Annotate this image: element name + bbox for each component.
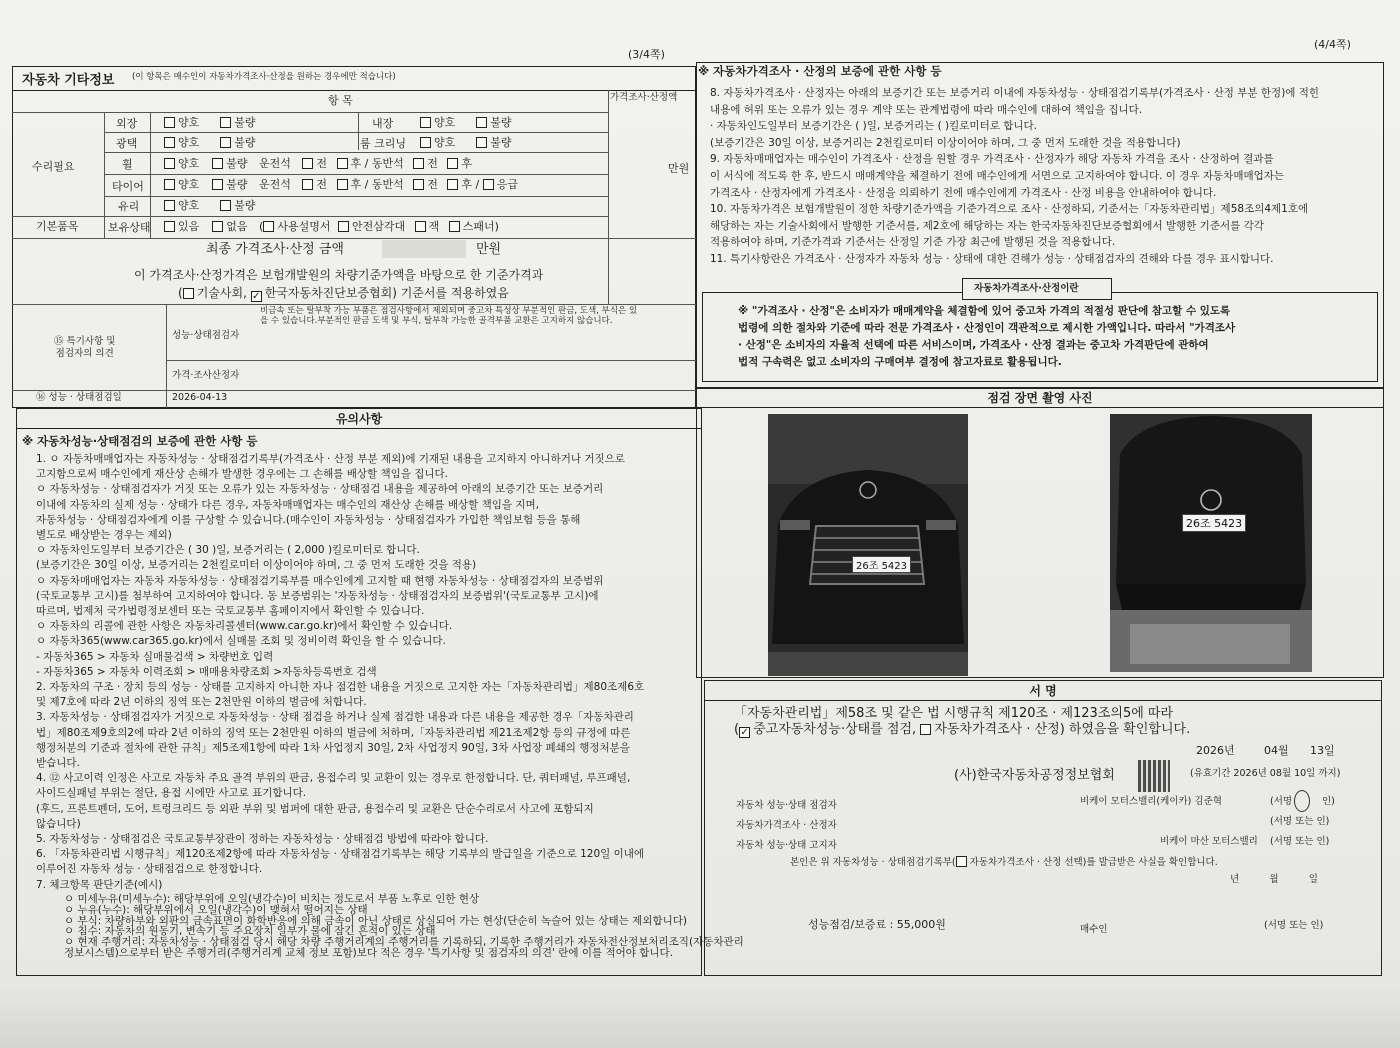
tire-options: 양호 불량 운전석 전 후 / 동반석 전 후 / 응급 xyxy=(164,178,518,192)
photo-title: 점검 장면 촬영 사진 xyxy=(987,391,1093,405)
tire-bad-checkbox[interactable] xyxy=(212,179,223,190)
repair-needed-label: 수리필요 xyxy=(32,160,75,173)
notice-line-12: ㅇ 자동차의 리콜에 관한 사항은 자동차리콜센터(www.car.go.kr)에서 확인할 수 있습니다. xyxy=(36,620,453,633)
ownership-label: 보유상태 xyxy=(108,221,151,234)
inspector-sign-open: (서명 xyxy=(1270,796,1293,807)
notifier-sign: (서명 또는 인) xyxy=(1270,836,1330,847)
basis-line1: 이 가격조사·산정가격은 보험개발원의 차량기준가액을 바탕으로 한 기준가격과 xyxy=(134,268,544,282)
ownership-options: 있음 없음 ( 사용설명서 안전삼각대 잭 스패너) xyxy=(164,220,499,234)
receipt-confirmation: 본인은 위 자동차성능 · 상태점검기록부( 자동차가격조사 · 산정 선택)를 발급받은 사실을 확인합니다. xyxy=(790,857,1218,868)
tire-emergency-checkbox[interactable] xyxy=(483,179,494,190)
gloss-options: 양호 불량 xyxy=(164,136,256,150)
front-photo xyxy=(768,414,968,676)
notice-line-21: 받습니다. xyxy=(36,757,80,769)
wheel-front-checkbox[interactable] xyxy=(302,158,313,169)
price-line-10: 적용하여야 하며, 기준가격과 기준서는 산정일 기준 가장 최근에 발행된 것을 적용합니다. xyxy=(710,236,1116,249)
price-line-9: 해당하는 자는 기술사회에서 발행한 기준서를, 제2호에 해당하는 자는 한국자동차진단보증협회에서 발행한 기준서를 각각 xyxy=(710,219,1264,232)
rear-license-plate: 26조 5423 xyxy=(1182,514,1246,532)
interior-bad-checkbox[interactable] xyxy=(476,117,487,128)
notice-line-11: 따르며, 법제처 국가법령정보센터 또는 국토교통부 홈페이지에서 확인할 수 있습니다. xyxy=(36,605,425,617)
validity-period: (유효기간 2026년 08월 10일 까지) xyxy=(1190,768,1341,779)
sign-statement-1: 「자동차관리법」제58조 및 같은 법 시행규칙 제120조 · 제123조의5에 따라 xyxy=(734,706,1174,721)
exterior-good-checkbox[interactable] xyxy=(164,117,175,128)
notice-heading: ※ 자동차성능·상태점검의 보증에 관한 사항 등 xyxy=(22,434,258,448)
wheel-front2-checkbox[interactable] xyxy=(413,158,424,169)
notice-line-25: 않습니다) xyxy=(36,817,81,830)
page-number-right: (4/4쪽) xyxy=(1314,38,1351,51)
definition-line-4: 법적 구속력은 없고 소비자의 구매여부 결정에 참고자료로 활용됩니다. xyxy=(738,356,1062,368)
price-line-2: 내용에 허위 또는 오류가 있는 경우 계약 또는 관계법령에 따라 매수인에 대하여 책임을 집니다. xyxy=(710,103,1143,116)
interior-label: 내장 xyxy=(372,117,394,130)
notice-line-9: ㅇ 자동차매매업자는 자동차 자동차성능 · 상태점검기록부를 매수인에게 고지할 때 현행 자동차성능 · 상태점검자의 보증범위 xyxy=(36,574,604,587)
basis-line2: ( 기술사회, ✓한국자동차진단보증협회) 기준서를 적용하였음 xyxy=(178,286,509,302)
table-surface xyxy=(0,988,1400,1048)
inspector-name: 비케이 모터스밸리(케이카) 김준혁 xyxy=(1080,796,1222,807)
notice-line-14: - 자동차365 > 자동차 실매물검색 > 차량번호 입력 xyxy=(36,650,274,663)
price-line-11: 11. 특기사항란은 가격조사 · 산정자가 자동차 성능 · 상태에 대한 견해가 성능 · 상태점검자의 견해와 다를 경우 표시합니다. xyxy=(710,253,1274,265)
wheel-bad-checkbox[interactable] xyxy=(212,158,223,169)
price-line-1: 8. 자동차가격조사 · 산정자는 아래의 보증기간 또는 보증거리 이내에 자동차성능 · 상태점검기록부(가격조사 · 산정 부분 한정)에 적힌 xyxy=(710,87,1320,99)
definition-line-2: 법령에 의한 절차와 기준에 따라 전문 가격조사 · 산정인이 객관적으로 제시한 가액입니다. 따라서 "가격조사 xyxy=(738,322,1236,334)
exterior-options: 양호 불량 xyxy=(164,116,256,130)
notice-line-18: 3. 자동차성능 · 상태점검자가 거짓으로 자동차성능 · 상태 점검을 하거나 실제 점검한 내용과 다른 내용을 제공한 경우「자동차관리 xyxy=(36,711,634,724)
notifier-label: 자동차 성능·상태 고지자 xyxy=(736,840,837,851)
notice-line-2: 고지함으로써 매수인에게 재산상 손해가 발생한 경우에는 그 손해를 배상할 책임을 집니다. xyxy=(36,468,449,481)
association-name: (사)한국자동차공정정보협회 xyxy=(954,768,1115,783)
tire-label: 타이어 xyxy=(112,180,144,193)
definition-title: 자동차가격조사·산정이란 xyxy=(974,283,1079,294)
notice-line-3: ㅇ 자동차성능 · 상태점검자가 거짓 또는 오류가 있는 자동차성능 · 상태점검 내용을 제공하여 아래의 보증기간 또는 보증거리 xyxy=(36,483,604,496)
wheel-label: 휠 xyxy=(122,158,133,171)
rear-photo xyxy=(1110,414,1312,672)
price-unit: 만원 xyxy=(668,162,690,175)
price-line-7: 가격조사 · 산정자에게 가격조사 · 산정을 의뢰하기 전에 매수인에게 가격조사 · 산정 비용을 안내하여야 합니다. xyxy=(710,186,1217,199)
appraiser-label: 자동차가격조사 · 산정자 xyxy=(736,820,837,831)
inspector-opinion-label: 성능·상태점검자 xyxy=(172,330,240,341)
special-note-1: 비금속 또는 탈부착 가능 부품은 점검사항에서 제외되며 중고차 특성상 부분적인 판금, 도색, 부식은 있 xyxy=(260,306,638,316)
exterior-label: 외장 xyxy=(116,117,138,130)
glass-bad-checkbox[interactable] xyxy=(220,200,231,211)
notice-line-7: ㅇ 자동차인도일부터 보증기간은 ( 30 )일, 보증거리는 ( 2,000 )킬로미터로 합니다. xyxy=(36,544,420,557)
notice-line-24: (후드, 프론트펜더, 도어, 트렁크리드 등 외판 부위 및 범퍼에 대한 판금, 용접수리 및 교환은 단순수리로서 사고에 포함되지 xyxy=(36,802,594,815)
notice-line-13: ㅇ 자동차365(www.car365.go.kr)에서 실매물 조회 및 정비이력 확인을 할 수 있습니다. xyxy=(36,635,446,648)
appraiser-sign: (서명 또는 인) xyxy=(1270,816,1330,827)
price-line-8: 10. 자동차가격은 보험개발원이 정한 차량기준가액을 기준가격으로 조사 · 산정하되, 기준서는「자동차관리법」제58조의4제1호에 xyxy=(710,203,1309,216)
notice-line-15: - 자동차365 > 자동차 이력조회 > 매매용차량조회 >자동차등록번호 검색 xyxy=(36,665,377,678)
interior-options: 양호 불량 xyxy=(420,116,512,130)
ownership-no-checkbox[interactable] xyxy=(212,221,223,232)
tire-rear-passenger-checkbox[interactable] xyxy=(337,179,348,190)
other-info-title: 자동차 기타정보 xyxy=(22,73,115,88)
wheel-rear-checkbox[interactable] xyxy=(447,158,458,169)
sign-day: 13일 xyxy=(1310,744,1335,757)
notice-line-10: (국토교통부 고시)를 첨부하여 고지하여야 합니다. 동 보증범위는 '자동차성능 · 상태점검자의 보증범위'(국토교통부 고시)에 xyxy=(36,589,599,602)
exterior-bad-checkbox[interactable] xyxy=(220,117,231,128)
final-price-unit: 만원 xyxy=(476,242,502,257)
price-header: 가격조사·산정액 xyxy=(610,92,678,103)
kaida-checkbox[interactable] xyxy=(251,291,262,302)
notice-line-5: 자동차성능 · 상태점검자에게 이를 구상할 수 있습니다.(매수인이 자동차성능 · 상태점검자가 가입한 책임보험 등을 통해 xyxy=(36,513,581,526)
sign-month: 04월 xyxy=(1264,744,1289,757)
tire-good-checkbox[interactable] xyxy=(164,179,175,190)
notifier-name: 비케이 마산 모터스밸리 xyxy=(1160,836,1258,847)
notice-line-1: 1. ㅇ 자동차매매업자는 자동차성능 · 상태점검기록부(가격조사 · 산정 부분 제외)에 기재된 내용을 고지하지 아니하거나 거짓으로 xyxy=(36,453,625,465)
notice-line-19: 법」제80조제9호의2에 따라 2년 이하의 징역 또는 2천만원 이하의 벌금에 처하며,「자동차관리법 제21조제2항 등의 규정에 따른 xyxy=(36,726,631,739)
seal-stamp-icon xyxy=(1294,790,1310,812)
gloss-label: 광택 xyxy=(116,137,138,150)
buyer-label: 매수인 xyxy=(1080,924,1108,935)
notice-line-17: 및 제7호에 따라 2년 이하의 징역 또는 2천만원 이하의 벌금에 처합니다. xyxy=(36,696,367,709)
tech-society-checkbox[interactable] xyxy=(183,288,194,299)
wheel-rear-passenger-checkbox[interactable] xyxy=(337,158,348,169)
notice-line-29: 7. 체크항목 판단기준(예시) xyxy=(36,878,163,891)
glass-options: 양호 불량 xyxy=(164,199,256,213)
basic-items-label: 기본품목 xyxy=(36,220,79,233)
spanner-checkbox[interactable] xyxy=(449,221,460,232)
definition-line-1: ※ "가격조사 · 산정"은 소비자가 매매계약을 체결함에 있어 중고차 가격의 적절성 판단에 참고할 수 있도록 xyxy=(738,305,1231,317)
appraisal-select-checkbox[interactable] xyxy=(956,856,967,867)
inspector-label: 자동차 성능·상태 점검자 xyxy=(736,800,837,811)
manual-checkbox[interactable] xyxy=(263,221,274,232)
notice-line-6: 별도로 배상받는 경우는 제외) xyxy=(36,529,172,541)
criteria-line-2: ㅇ 누유(누수): 해당부위에서 오일(냉각수)이 맺혀서 떨어지는 상태 xyxy=(64,903,368,916)
inspection-fee: 성능점검/보증료 : 55,000원 xyxy=(808,918,946,931)
ownership-yes-checkbox[interactable] xyxy=(164,221,175,232)
price-line-6: 이 서식에 적도록 한 후, 반드시 매매계약을 체결하기 전에 매수인에게 서면으로 고지하여야 합니다. 이 경우 자동차매매업자는 xyxy=(710,170,1285,182)
sign-year: 2026년 xyxy=(1196,744,1235,757)
notice-line-23: 사이드실패널 부위는 절단, 용접 시에만 사고로 표기합니다. xyxy=(36,787,307,800)
jack-checkbox[interactable] xyxy=(415,221,426,232)
notice-line-4: 이내에 자동차의 실제 성능 · 상태가 다른 경우, 자동차매매업자는 매수인의 재산상 손해를 배상할 책임을 지며, xyxy=(36,498,540,511)
inspection-done-checkbox[interactable] xyxy=(739,727,750,738)
sign-statement-2: (✓ 중고자동차성능·상태를 점검, 자동차가격조사 · 산정) 하였음을 확인합니다. xyxy=(734,722,1190,738)
glass-good-checkbox[interactable] xyxy=(164,200,175,211)
item-header: 항 목 xyxy=(328,94,353,107)
gloss-bad-checkbox[interactable] xyxy=(220,137,231,148)
triangle-checkbox[interactable] xyxy=(338,221,349,232)
criteria-line-1: ㅇ 미세누유(미세누수): 해당부위에 오일(냉각수)이 비치는 정도로서 부품 노후로 인한 현상 xyxy=(64,893,480,905)
inspection-date-value: 2026-04-13 xyxy=(172,392,228,403)
glass-label: 유리 xyxy=(118,200,140,213)
notice-line-22: 4. ⑫ 사고이력 인정은 사고로 자동차 주요 골격 부위의 판금, 용접수리 및 교환이 있는 경우로 한정합니다. 단, 쿼터패널, 루프패널, xyxy=(36,772,631,785)
qr-code-icon xyxy=(1138,760,1170,792)
inspector-sign-close: 인) xyxy=(1322,796,1335,807)
buyer-sign: (서명 또는 인) xyxy=(1264,920,1324,931)
tire-front2-checkbox[interactable] xyxy=(413,179,424,190)
tire-front-checkbox[interactable] xyxy=(302,179,313,190)
criteria-line-6: 정보시스템)으로부터 받은 주행거리(주행거리계 교체 정보 포함)보다 적은 경우 '특기사항 및 점검자의 의견' 란에 이를 적어야 합니다. xyxy=(64,947,674,959)
other-info-note: (이 항목은 매수인이 자동차가격조사·산정을 원하는 경우에만 적습니다) xyxy=(132,72,396,82)
page-number-left: (3/4쪽) xyxy=(628,48,665,61)
notice-line-16: 2. 자동차의 구조 · 장치 등의 성능 · 상태를 고지하지 아니한 자나 점검한 내용을 거짓으로 고지한 자는「자동차관리법」제80조제6호 xyxy=(36,681,645,693)
wheel-good-checkbox[interactable] xyxy=(164,158,175,169)
room-cleaning-good-checkbox[interactable] xyxy=(420,137,431,148)
room-cleaning-options: 양호 불량 xyxy=(420,136,512,150)
criteria-line-5: ㅇ 현재 주행거리: 자동차성능 · 상태점검 당시 해당 차량 주행거리계의 주행거리를 기록하되, 기록한 주행거리가 자동차전산정보처리조직(자동차관리 xyxy=(64,936,744,949)
notice-line-26: 5. 자동차성능 · 상태점검은 국토교통부장관이 정하는 자동차성능 · 상태점검 방법에 따라야 합니다. xyxy=(36,833,489,845)
wheel-options: 양호 불량 운전석 전 후 / 동반석 전 후 xyxy=(164,157,472,171)
gloss-good-checkbox[interactable] xyxy=(164,137,175,148)
signature-title: 서 명 xyxy=(1029,684,1057,698)
price-warranty-heading: ※ 자동차가격조사 · 산정의 보증에 관한 사항 등 xyxy=(698,64,942,78)
notice-line-20: 행정처분의 기준과 절차에 관한 규칙」제5조제1항에 따라 1차 사업정지 30일, 2차 사업정지 90일, 3차 사업장 폐쇄의 행정처분을 xyxy=(36,741,630,754)
room-cleaning-bad-checkbox[interactable] xyxy=(476,137,487,148)
final-price-label: 최종 가격조사·산정 금액 xyxy=(206,242,344,257)
receipt-date: 년 월 일 xyxy=(1230,874,1318,885)
special-note-2: 을 수 있습니다.부분적인 판금 도색 및 부식, 탈부착 가능한 골격부품 교환은 고지하지 않습니다. xyxy=(260,316,613,326)
appraiser-opinion-label: 가격·조사산정자 xyxy=(172,370,240,381)
special-remarks-label: ⑮ 특기사항 및 점검자의 의견 xyxy=(54,336,116,359)
front-license-plate: 26조 5423 xyxy=(852,556,911,573)
notice-title: 유의사항 xyxy=(335,412,383,426)
price-line-3: · 자동차인도일부터 보증기간은 ( )일, 보증거리는 ( )킬로미터로 합니다. xyxy=(710,120,1037,133)
price-line-5: 9. 자동차매매업자는 매수인이 가격조사 · 산정을 원할 경우 가격조사 · 산정자가 해당 자동차 가격을 조사 · 산정하여 결과를 xyxy=(710,153,1274,166)
criteria-line-4: ㅇ 침수: 자동차의 원동기, 변속기 등 주요장치 일부가 물에 잠긴 흔적이 있는 상태 xyxy=(64,925,436,938)
appraisal-done-checkbox[interactable] xyxy=(920,724,931,735)
notice-line-8: (보증기간은 30일 이상, 보증거리는 2천킬로미터 이상이어야 하며, 그 중 먼저 도래한 것을 적용) xyxy=(36,559,477,572)
notice-line-27: 6. 「자동차관리법 시행규칙」제120조제2항에 따라 자동차성능 · 상태점검기록부는 해당 기록부의 발급일을 기준으로 120일 이내에 xyxy=(36,848,645,861)
tire-rear-checkbox[interactable] xyxy=(447,179,458,190)
final-price-field[interactable] xyxy=(382,240,466,258)
price-line-4: (보증기간은 30일 이상, 보증거리는 2천킬로미터 이상이어야 하며, 그 중 먼저 도래한 것을 적용합니다) xyxy=(710,136,1181,149)
interior-good-checkbox[interactable] xyxy=(420,117,431,128)
inspection-date-label: ⑯ 성능 · 상태점검일 xyxy=(36,392,122,403)
room-cleaning-label: 룸 크리닝 xyxy=(360,137,407,150)
definition-line-3: · 산정"은 소비자의 자율적 선택에 따른 서비스이며, 가격조사 · 산정 결과는 중고차 가격판단에 관하여 xyxy=(738,339,1209,351)
notice-line-28: 이루어진 자동차 성능 · 상태점검으로 한정합니다. xyxy=(36,863,263,876)
criteria-line-3: ㅇ 부식: 차량하부와 외판의 금속표면이 화학반응에 의해 금속이 아닌 상태로 상실되어 가는 현상(단순히 녹슬어 있는 상태는 제외합니다) xyxy=(64,914,687,927)
